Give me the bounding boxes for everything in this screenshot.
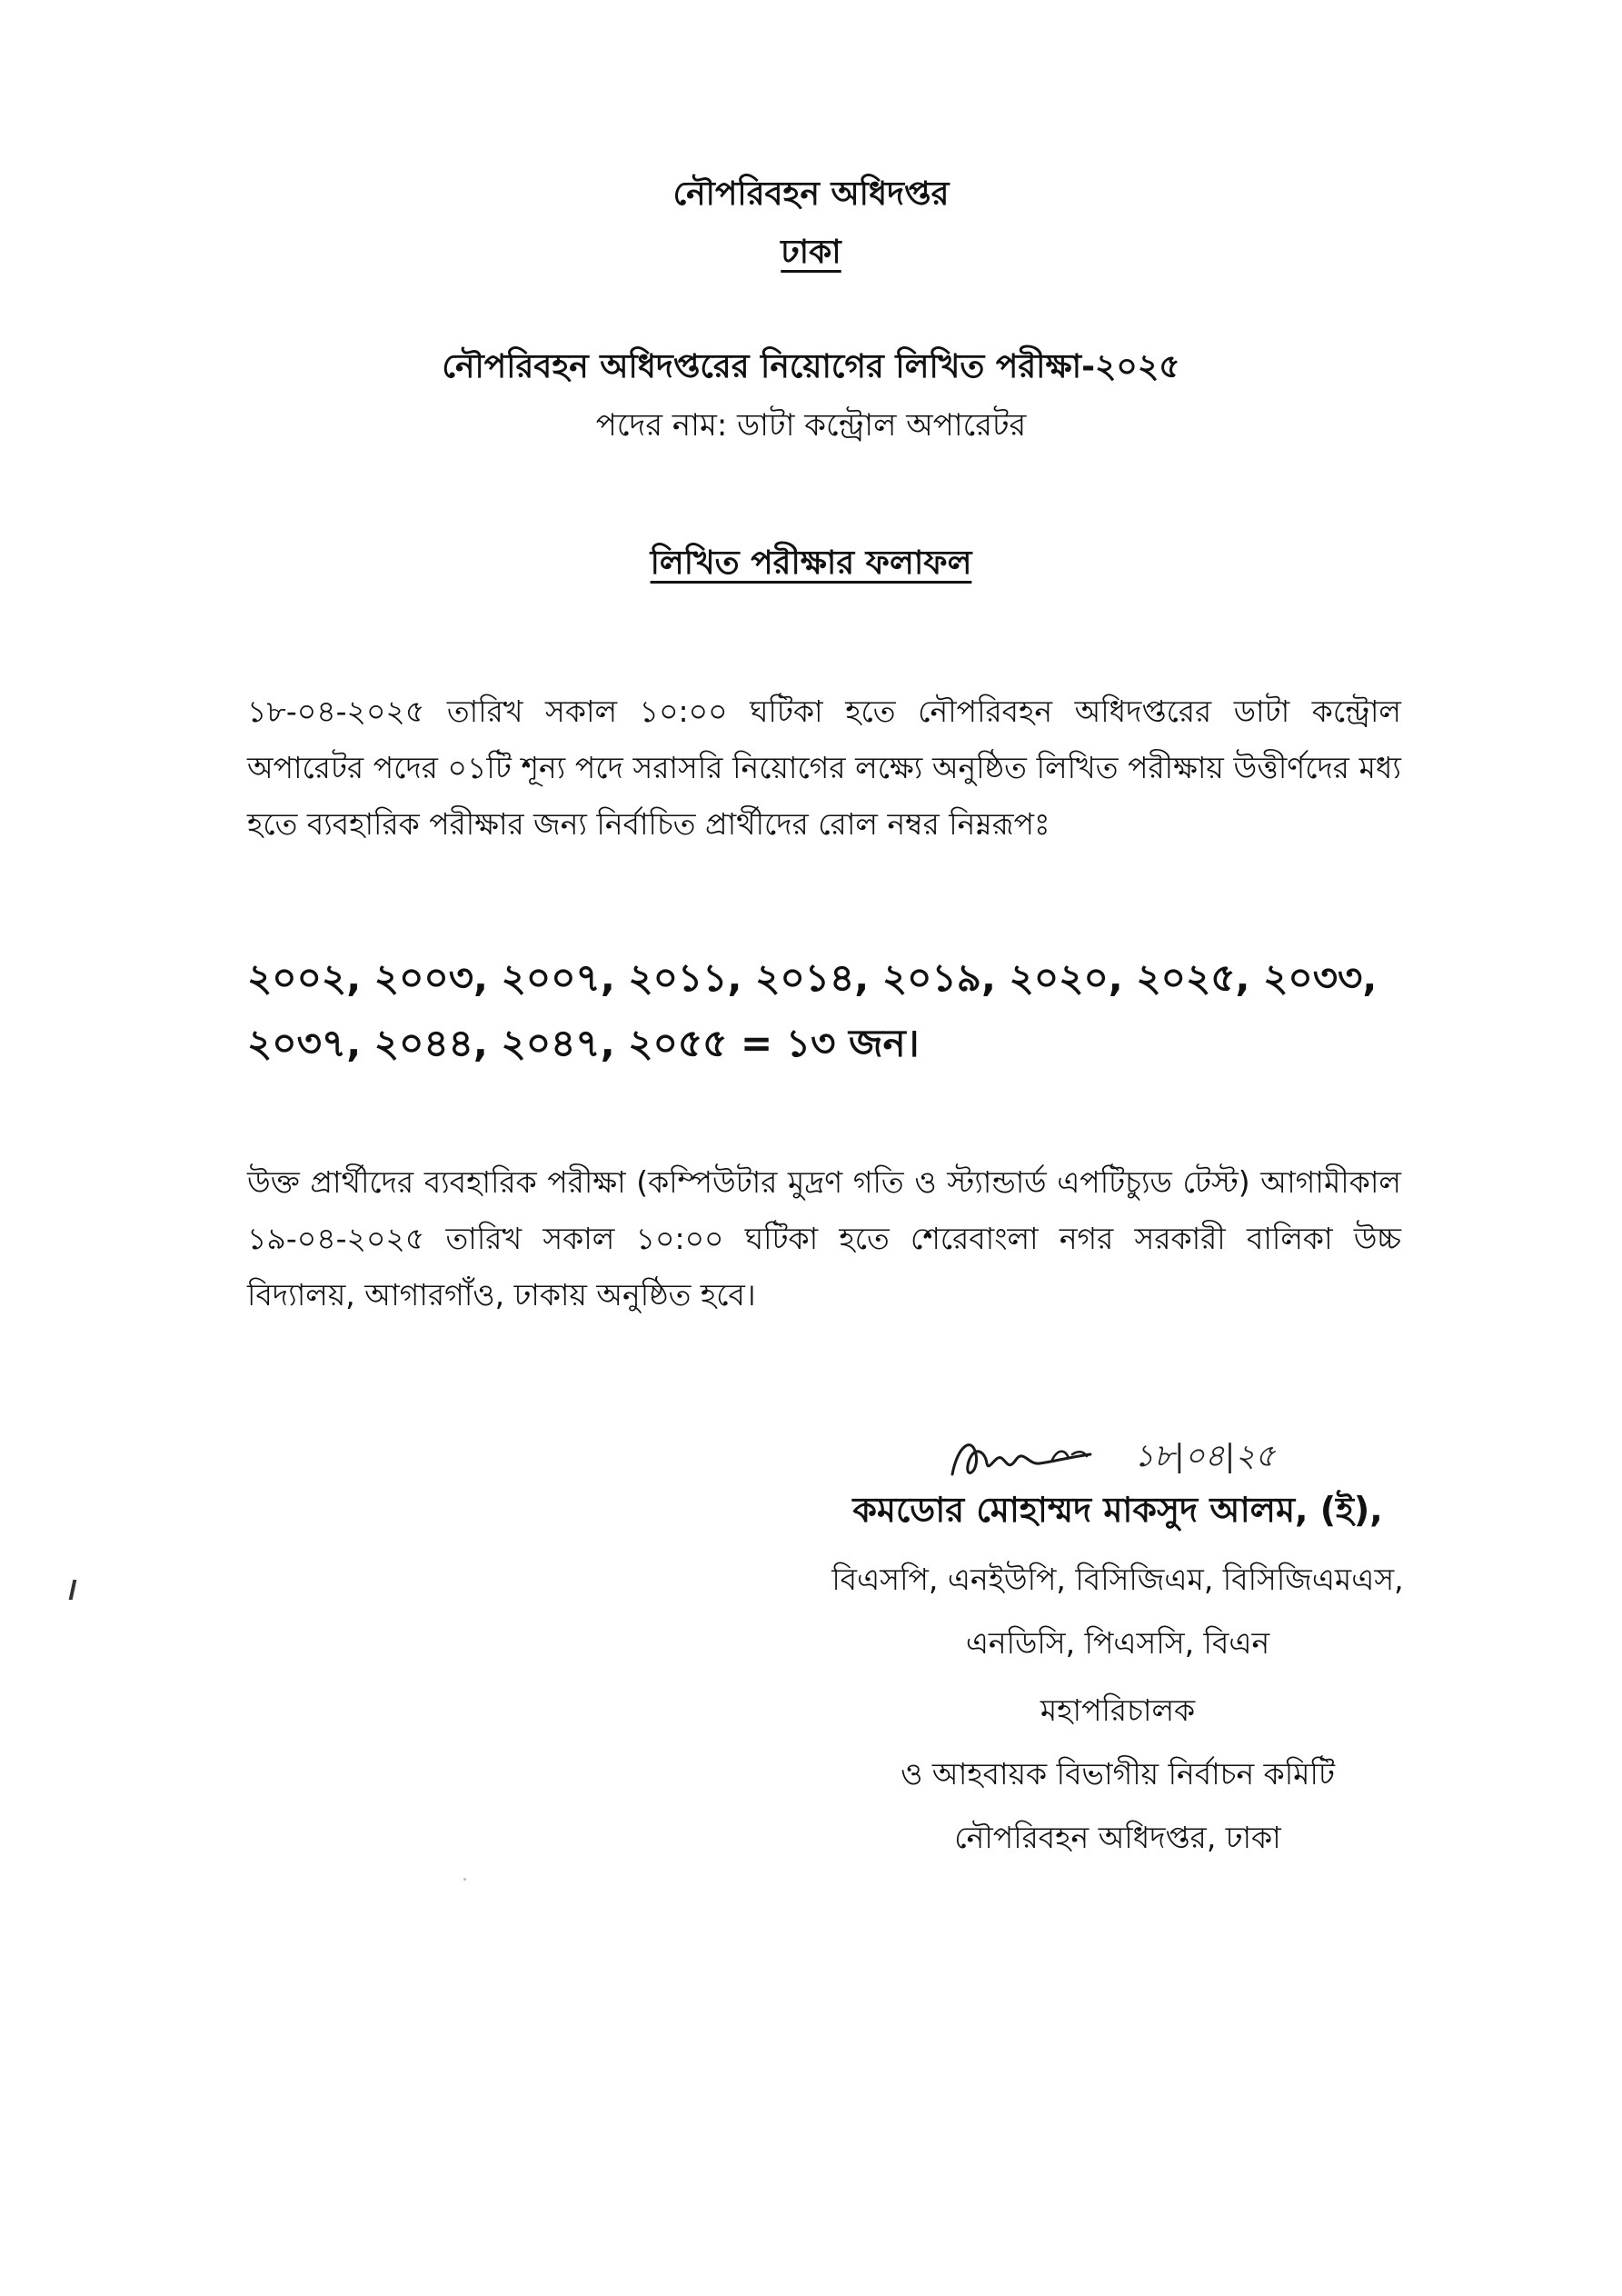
city-name-text: ঢাকা bbox=[781, 234, 841, 271]
announcement-paragraph: ১৮-০৪-২০২৫ তারিখ সকাল ১০:০০ ঘটিকা হতে নৌপরিবহন অধিদপ্তরের ডাটা কন্ট্রোল অপারেটর পদের ০১টি শূন্য পদে সরাসরি নিয়োগের লক্ষ্যে অনুষ্ঠিত লিখিত পরীক্ষায় উত্তীর্ণদের মধ্য হতে ব্যবহারিক পরীক্ষার জন্য নির্বাচিত প্রার্থীদের রোল নম্বর নিম্নরূপঃ bbox=[247, 694, 1401, 842]
signer-credentials-2: এনডিসি, পিএসসি, বিএন bbox=[965, 1625, 1270, 1661]
exam-title: নৌপরিবহন অধিদপ্তরের নিয়োগের লিখিত পরীক্ষা-২০২৫ bbox=[442, 348, 1180, 385]
result-heading bbox=[0, 538, 1622, 593]
post-name: পদের নাম: ডাটা কন্ট্রোল অপারেটর bbox=[595, 407, 1027, 444]
signer-name: কমডোর মোহাম্মদ মাকসুদ আলম, (ই), bbox=[852, 1490, 1383, 1530]
margin-mark bbox=[69, 1580, 77, 1600]
practical-exam-paragraph: উক্ত প্রার্থীদের ব্যবহারিক পরীক্ষা (কম্পিউটার মুদ্রণ গতি ও স্ট্যান্ডার্ড এপটিচ্যুড টেস্ট) আগামীকাল ১৯-০৪-২০২৫ তারিখ সকাল ১০:০০ ঘটিকা হতে শেরেবাংলা নগর সরকারী বালিকা উচ্চ বিদ্যালয়, আগারগাঁও, ঢাকায় অনুষ্ঠিত হবে। bbox=[247, 1164, 1401, 1313]
signer-committee-role: ও আহবায়ক বিভাগীয় নির্বাচন কমিটি bbox=[901, 1756, 1335, 1792]
signer-credentials-1: বিএসপি, এনইউপি, বিসিজিএম, বিসিজিএমএস, bbox=[831, 1562, 1404, 1597]
organization-name: নৌপরিবহন অধিদপ্তর bbox=[672, 175, 950, 213]
signature-date: ১৮|০৪|২৫ bbox=[1134, 1438, 1276, 1474]
result-heading-text: লিখিত পরীক্ষার ফলাফল bbox=[650, 544, 972, 582]
signer-designation: মহাপরিচালক bbox=[1040, 1692, 1196, 1728]
scan-speck bbox=[463, 1878, 466, 1881]
city-name bbox=[0, 227, 1622, 282]
roll-number-list: ২০০২, ২০০৩, ২০০৭, ২০১১, ২০১৪, ২০১৯, ২০২০, ২০২৫, ২০৩৩, ২০৩৭, ২০৪৪, ২০৪৭, ২০৫৫ = ১৩ জন। bbox=[247, 955, 1378, 1065]
signer-office: নৌপরিবহন অধিদপ্তর, ঢাকা bbox=[954, 1820, 1281, 1855]
